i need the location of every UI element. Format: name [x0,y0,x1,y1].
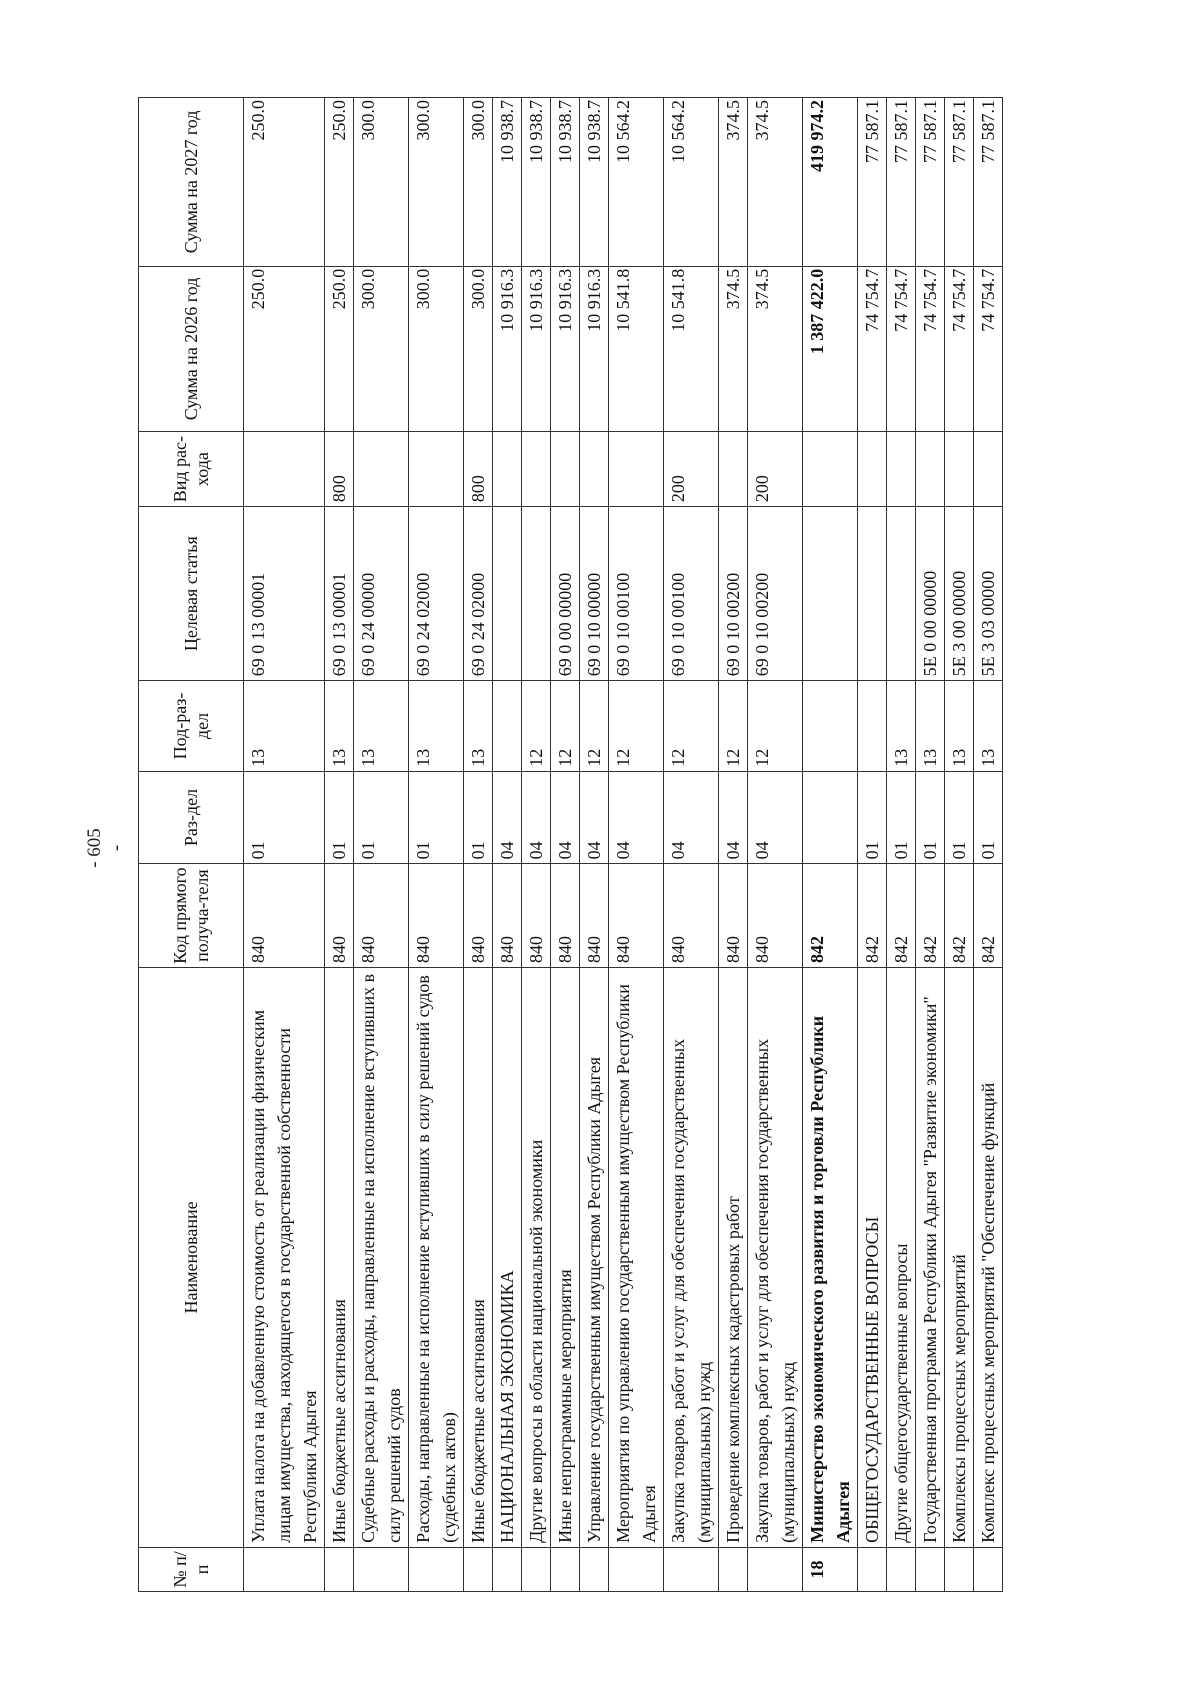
table-row [551,98,580,1592]
cell-subsection: 12 [551,681,580,771]
cell-sum2027: 300.0 [409,98,464,267]
cell-sum2027: 10 564.2 [664,98,719,267]
cell-recipient: 840 [748,864,803,968]
cell-num [974,1547,1003,1591]
cell-target: 5Е 3 03 00000 [974,507,1003,681]
header-expense: Вид рас-хода [139,432,244,507]
cell-num [493,1547,522,1591]
cell-expense [522,432,551,507]
cell-expense [551,432,580,507]
cell-target [803,507,858,681]
cell-sum2026: 74 754.7 [858,266,887,431]
table-row [748,98,803,1592]
cell-recipient: 842 [887,864,916,968]
cell-sum2027: 419 974.2 [803,98,858,267]
cell-sum2026: 300.0 [464,266,493,431]
cell-num [409,1547,464,1591]
cell-sum2027: 250.0 [244,98,325,267]
cell-expense [354,432,409,507]
cell-num [580,1547,609,1591]
cell-name: Расходы, направленные на исполнение вступивших в силу решений судов (судебных актов) [409,967,464,1547]
cell-target: 69 0 10 00100 [609,507,664,681]
cell-sum2027: 300.0 [354,98,409,267]
cell-expense [803,432,858,507]
cell-target [493,507,522,681]
table-row [916,98,945,1592]
cell-expense [719,432,748,507]
cell-subsection: 13 [887,681,916,771]
table-row [244,98,325,1592]
header-target: Целевая статья [139,507,244,681]
cell-sum2027: 10 938.7 [493,98,522,267]
cell-subsection: 12 [580,681,609,771]
cell-subsection: 12 [664,681,719,771]
cell-subsection: 13 [354,681,409,771]
cell-sum2026: 74 754.7 [916,266,945,431]
table-row [974,98,1003,1592]
cell-name: Мероприятия по управлению государственным имуществом Республики Адыгея [609,967,664,1547]
cell-recipient: 840 [493,864,522,968]
cell-target [887,507,916,681]
cell-recipient: 842 [974,864,1003,968]
cell-recipient: 840 [580,864,609,968]
cell-section: 01 [945,771,974,864]
cell-name: Уплата налога на добавленную стоимость от реализации физическим лицам имущества, находящегося в государственной собственности Республики Адыгея [244,967,325,1547]
cell-section: 04 [580,771,609,864]
cell-name: Другие вопросы в области национальной экономики [522,967,551,1547]
header-num: № п/п [139,1547,244,1591]
cell-name: Управление государственным имуществом Республики Адыгея [580,967,609,1547]
cell-expense: 200 [748,432,803,507]
cell-recipient: 840 [409,864,464,968]
cell-name: Министерство экономического развития и торговли Республики Адыгея [803,967,858,1547]
cell-subsection: 13 [325,681,354,771]
cell-num [609,1547,664,1591]
cell-sum2026: 374.5 [748,266,803,431]
cell-sum2026: 374.5 [719,266,748,431]
rotated-page [138,97,1076,1592]
cell-sum2026: 1 387 422.0 [803,266,858,431]
cell-expense [580,432,609,507]
cell-target: 69 0 10 00200 [719,507,748,681]
cell-section: 04 [493,771,522,864]
cell-num [244,1547,325,1591]
cell-target: 69 0 10 00100 [664,507,719,681]
cell-section: 04 [748,771,803,864]
page-number: - 605 - [84,828,127,868]
cell-sum2026: 250.0 [244,266,325,431]
cell-name: НАЦИОНАЛЬНАЯ ЭКОНОМИКА [493,967,522,1547]
cell-recipient: 840 [354,864,409,968]
cell-target: 69 0 24 02000 [464,507,493,681]
cell-name: Комплексы процессных мероприятий [945,967,974,1547]
cell-sum2027: 250.0 [325,98,354,267]
cell-sum2027: 10 938.7 [580,98,609,267]
cell-section: 04 [551,771,580,864]
table-row [803,98,858,1592]
cell-section [803,771,858,864]
cell-subsection: 13 [916,681,945,771]
cell-target: 69 0 10 00200 [748,507,803,681]
cell-num [945,1547,974,1591]
cell-section: 04 [522,771,551,864]
cell-expense: 200 [664,432,719,507]
cell-section: 04 [609,771,664,864]
header-recipient: Код прямого получа-теля [139,864,244,968]
cell-section: 01 [354,771,409,864]
cell-sum2026: 74 754.7 [945,266,974,431]
cell-section: 04 [719,771,748,864]
cell-subsection: 13 [244,681,325,771]
table-row [493,98,522,1592]
table-row [580,98,609,1592]
cell-num [858,1547,887,1591]
cell-subsection: 12 [522,681,551,771]
cell-subsection: 13 [974,681,1003,771]
cell-expense [493,432,522,507]
cell-recipient: 842 [803,864,858,968]
cell-target [858,507,887,681]
cell-subsection: 12 [748,681,803,771]
cell-sum2026: 10 541.8 [664,266,719,431]
cell-name: Закупка товаров, работ и услуг для обеспечения государственных (муниципальных) нужд [748,967,803,1547]
cell-sum2027: 77 587.1 [974,98,1003,267]
table-row [325,98,354,1592]
cell-section: 01 [974,771,1003,864]
table-row [887,98,916,1592]
table-row [522,98,551,1592]
header-row [139,98,244,1592]
cell-sum2026: 10 916.3 [551,266,580,431]
budget-table [138,97,1003,1592]
cell-target: 69 0 10 00000 [580,507,609,681]
cell-recipient: 842 [916,864,945,968]
cell-subsection [858,681,887,771]
cell-num [664,1547,719,1591]
table-row [464,98,493,1592]
cell-sum2026: 10 916.3 [493,266,522,431]
cell-recipient: 840 [244,864,325,968]
table-row [945,98,974,1592]
cell-name: Комплекс процессных мероприятий "Обеспечение функций [974,967,1003,1547]
cell-section: 01 [244,771,325,864]
cell-sum2027: 77 587.1 [887,98,916,267]
cell-num: 18 [803,1547,858,1591]
cell-target: 69 0 24 00000 [354,507,409,681]
cell-section: 01 [887,771,916,864]
cell-expense: 800 [325,432,354,507]
cell-num [522,1547,551,1591]
cell-subsection [803,681,858,771]
cell-sum2026: 300.0 [409,266,464,431]
header-sum-2026: Сумма на 2026 год [139,266,244,431]
cell-recipient: 842 [945,864,974,968]
cell-sum2026: 300.0 [354,266,409,431]
cell-num [719,1547,748,1591]
cell-sum2027: 10 564.2 [609,98,664,267]
cell-recipient: 840 [609,864,664,968]
cell-num [887,1547,916,1591]
cell-num [916,1547,945,1591]
cell-sum2027: 77 587.1 [916,98,945,267]
cell-name: Закупка товаров, работ и услуг для обеспечения государственных (муниципальных) нужд [664,967,719,1547]
cell-target: 69 0 13 00001 [325,507,354,681]
cell-expense [887,432,916,507]
header-name: Наименование [139,967,244,1547]
cell-sum2026: 10 541.8 [609,266,664,431]
cell-expense [916,432,945,507]
table-row [354,98,409,1592]
header-sum-2027: Сумма на 2027 год [139,98,244,267]
cell-sum2027: 374.5 [748,98,803,267]
cell-section: 01 [325,771,354,864]
cell-name: Государственная программа Республики Адыгея "Развитие экономики" [916,967,945,1547]
cell-subsection: 12 [609,681,664,771]
cell-name: Иные непрограммные мероприятия [551,967,580,1547]
cell-expense [858,432,887,507]
cell-sum2026: 250.0 [325,266,354,431]
cell-num [464,1547,493,1591]
cell-section: 01 [858,771,887,864]
cell-sum2027: 77 587.1 [945,98,974,267]
cell-section: 01 [409,771,464,864]
cell-sum2027: 10 938.7 [522,98,551,267]
cell-recipient: 840 [522,864,551,968]
cell-target [522,507,551,681]
table-row [719,98,748,1592]
cell-recipient: 840 [551,864,580,968]
cell-section: 01 [916,771,945,864]
cell-sum2027: 300.0 [464,98,493,267]
cell-recipient: 840 [664,864,719,968]
cell-subsection [493,681,522,771]
cell-name: Проведение комплексных кадастровых работ [719,967,748,1547]
cell-recipient: 840 [464,864,493,968]
cell-num [748,1547,803,1591]
header-subsection: Под-раз-дел [139,681,244,771]
header-section: Раз-дел [139,771,244,864]
cell-expense [409,432,464,507]
cell-num [354,1547,409,1591]
table-row [409,98,464,1592]
cell-name: ОБЩЕГОСУДАРСТВЕННЫЕ ВОПРОСЫ [858,967,887,1547]
cell-num [551,1547,580,1591]
table-body [244,98,1003,1592]
cell-name: Иные бюджетные ассигнования [325,967,354,1547]
cell-target: 69 0 24 02000 [409,507,464,681]
cell-name: Судебные расходы и расходы, направленные на исполнение вступивших в силу решений судов [354,967,409,1547]
cell-sum2026: 10 916.3 [522,266,551,431]
cell-sum2026: 74 754.7 [887,266,916,431]
cell-sum2027: 10 938.7 [551,98,580,267]
table-row [609,98,664,1592]
cell-sum2026: 74 754.7 [974,266,1003,431]
cell-section: 01 [464,771,493,864]
cell-section: 04 [664,771,719,864]
cell-subsection: 13 [945,681,974,771]
cell-expense [974,432,1003,507]
cell-target: 69 0 00 00000 [551,507,580,681]
cell-sum2026: 10 916.3 [580,266,609,431]
cell-expense [244,432,325,507]
cell-expense: 800 [464,432,493,507]
table-row [858,98,887,1592]
cell-expense [945,432,974,507]
cell-subsection: 12 [719,681,748,771]
cell-target: 5Е 0 00 00000 [916,507,945,681]
cell-num [325,1547,354,1591]
cell-subsection: 13 [464,681,493,771]
cell-recipient: 840 [325,864,354,968]
table-row [664,98,719,1592]
cell-target: 69 0 13 00001 [244,507,325,681]
cell-subsection: 13 [409,681,464,771]
cell-target: 5Е 3 00 00000 [945,507,974,681]
cell-sum2027: 374.5 [719,98,748,267]
cell-recipient: 840 [719,864,748,968]
cell-sum2027: 77 587.1 [858,98,887,267]
cell-recipient: 842 [858,864,887,968]
cell-expense [609,432,664,507]
cell-name: Иные бюджетные ассигнования [464,967,493,1547]
cell-name: Другие общегосударственные вопросы [887,967,916,1547]
